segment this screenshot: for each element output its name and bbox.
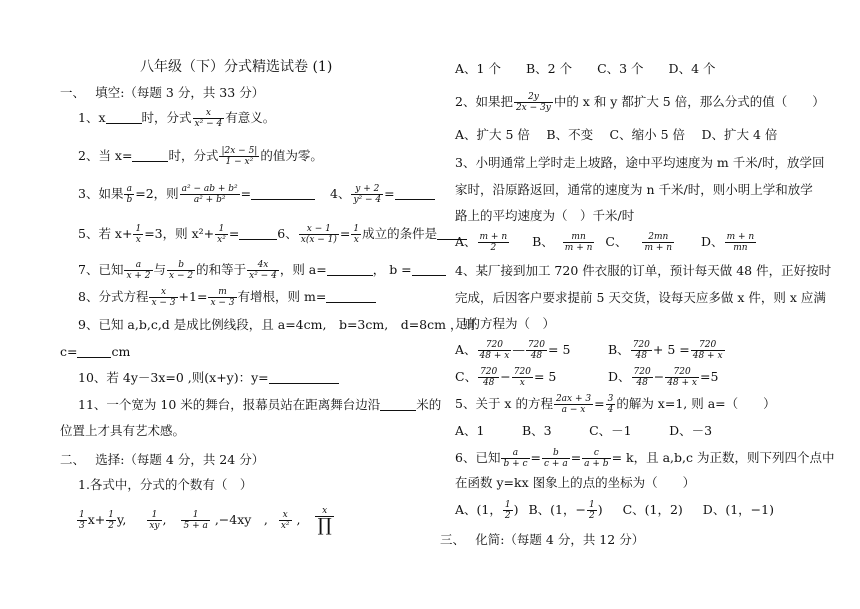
q4-text-b: = bbox=[384, 186, 395, 201]
expr-text: y, bbox=[117, 512, 127, 527]
s2-q6-line-2: 在函数 y=kx 图象上的点的坐标为（ ） bbox=[455, 475, 696, 490]
q1-text-c: 有意义。 bbox=[225, 110, 276, 125]
q6-k: = k bbox=[611, 450, 634, 465]
fraction-numerator: 720 bbox=[691, 340, 725, 351]
q6-fraction-2 bbox=[351, 224, 361, 245]
q1-fill bbox=[78, 108, 275, 129]
q11-text-b: 米的 bbox=[416, 397, 442, 412]
q2-text-a: 2、当 x= bbox=[78, 148, 133, 163]
fraction-numerator: b bbox=[542, 448, 570, 459]
fraction-denominator: 48 + x bbox=[479, 351, 510, 361]
answer-blank[interactable] bbox=[380, 398, 416, 411]
fraction-denominator: x bbox=[519, 378, 525, 388]
fraction-denominator: m + n bbox=[644, 243, 673, 253]
fraction-denominator: 2x − 3y bbox=[515, 103, 551, 113]
fraction-denominator: x − 3 bbox=[210, 298, 235, 308]
fraction-numerator: a bbox=[501, 448, 529, 459]
fraction-denominator: y² − 4 bbox=[353, 195, 382, 205]
fraction-denominator: x² − 4 bbox=[249, 271, 277, 281]
operator: = 5 bbox=[548, 342, 571, 357]
fraction-numerator: 1 bbox=[588, 500, 595, 510]
operator: =5 bbox=[700, 369, 719, 384]
fraction-numerator: y + 2 bbox=[351, 184, 383, 195]
q9-text-b: cm bbox=[111, 344, 131, 359]
q6-text-a: 6、 bbox=[277, 226, 298, 241]
option-b-fraction bbox=[587, 500, 597, 521]
fraction-denominator: 1 − x² bbox=[225, 157, 254, 167]
option-c-label: C、 bbox=[605, 234, 628, 249]
q5-q6-fill bbox=[78, 224, 467, 245]
q2-fill bbox=[78, 146, 323, 167]
fraction-numerator: 1 bbox=[353, 224, 360, 234]
q3-text-a: 3、如果 bbox=[78, 186, 124, 201]
q6-text-b: ，且 a,b,c 为正数，则下列四个点中 bbox=[633, 450, 835, 465]
q6-fraction-1 bbox=[299, 224, 339, 245]
s2-q4-line-3: 足的方程为（ ） bbox=[455, 316, 556, 331]
s2-q4-line-2: 完成，后因客户要求提前 5 天交货，设每天应多做 x 件，则 x 应满 bbox=[455, 290, 826, 305]
q1-text-a: 1、x bbox=[78, 110, 106, 125]
s2-q2-options: A、扩大 5 倍 B、不变 C、缩小 5 倍 D、扩大 4 倍 bbox=[455, 127, 778, 142]
q10-text-a: 10、若 4y－3x=0 ,则(x+y)：y= bbox=[78, 370, 269, 385]
fraction-denominator: a + b bbox=[584, 459, 609, 469]
q7-text-d: ，则 a= bbox=[279, 262, 327, 277]
q7-fill bbox=[78, 260, 446, 281]
expr-fraction bbox=[77, 510, 87, 531]
fraction-numerator: 720 bbox=[665, 367, 699, 378]
s2-q4-option-a bbox=[455, 340, 570, 361]
q2-fraction bbox=[514, 92, 553, 113]
fraction-numerator: x bbox=[279, 510, 292, 521]
expr-text: x+ bbox=[87, 512, 106, 527]
q7-fraction-2 bbox=[167, 260, 195, 281]
q8-text-a: 8、分式方程 bbox=[78, 289, 149, 304]
q7-text-a: 7、已知 bbox=[78, 262, 124, 277]
option-c-label: C、 bbox=[455, 369, 478, 384]
fraction-denominator: 48 bbox=[636, 378, 648, 388]
section-1-header: 一、 填空:（每题 3 分，共 33 分） bbox=[60, 85, 265, 100]
q5-text-b: =3，则 x²+ bbox=[144, 226, 215, 241]
fraction-denominator: b bbox=[126, 195, 133, 205]
q6-fraction-1 bbox=[501, 448, 529, 469]
q8-text-c: 有增根，则 m= bbox=[237, 289, 327, 304]
fraction-numerator: a bbox=[124, 260, 152, 271]
operator: = bbox=[570, 450, 582, 465]
q5-text-c: 的解为 x=1, 则 a=（ ） bbox=[616, 396, 776, 411]
fraction bbox=[632, 367, 653, 388]
q11-text-a: 11、一个宽为 10 米的舞台，报幕员站在距离舞台边沿 bbox=[78, 397, 381, 412]
q7-fraction-3 bbox=[247, 260, 279, 281]
option-a-fraction bbox=[478, 232, 510, 253]
option-a-label: A、 bbox=[455, 342, 477, 357]
fraction-numerator: 1 bbox=[181, 510, 209, 521]
q6-text-a: 6、已知 bbox=[455, 450, 501, 465]
fraction-numerator: c bbox=[582, 448, 610, 459]
fraction-denominator: 2 bbox=[490, 243, 497, 253]
fraction-numerator: |2x − 5| bbox=[221, 146, 258, 156]
option-c: C、(1，2) bbox=[622, 502, 683, 517]
s2-q4-line-1: 4、某厂接到加工 720 件衣服的订单，预计每天做 48 件，正好按时 bbox=[455, 263, 832, 278]
fraction-denominator: 5 + a bbox=[183, 521, 208, 531]
s2-q4-option-d bbox=[608, 367, 718, 388]
q6-fraction-3 bbox=[582, 448, 610, 469]
fraction-denominator: x bbox=[353, 235, 359, 245]
fraction bbox=[478, 340, 512, 361]
answer-blank[interactable] bbox=[395, 187, 435, 200]
s2-q3-line-2: 家时，沿原路返回，通常的速度为 n 千米/时，则小明上学和放学 bbox=[455, 182, 813, 197]
fraction-denominator: x − 2 bbox=[169, 271, 194, 281]
fraction-numerator: m bbox=[208, 287, 236, 298]
q11-line-1 bbox=[78, 396, 441, 414]
expr-fraction bbox=[147, 510, 161, 531]
fraction-denominator: x bbox=[135, 235, 141, 245]
q2-text-a: 2、如果把 bbox=[455, 94, 513, 109]
fraction-denominator: x² − 4 bbox=[194, 119, 223, 129]
fraction bbox=[478, 367, 499, 388]
option-d-label: D、 bbox=[608, 369, 631, 384]
q8-fraction-2 bbox=[208, 287, 236, 308]
s2-q5-text bbox=[455, 394, 776, 415]
fraction-denominator: x² bbox=[217, 235, 226, 245]
option-a-fraction bbox=[503, 500, 513, 521]
fraction-numerator: x bbox=[149, 287, 177, 298]
q5-fraction-2 bbox=[215, 224, 228, 245]
fraction-denominator: 2 bbox=[504, 511, 511, 521]
q5-text-c: = bbox=[228, 226, 240, 241]
fraction-denominator: b + c bbox=[503, 459, 528, 469]
fraction-numerator: 720 bbox=[478, 340, 512, 351]
option-b-fraction bbox=[563, 232, 595, 253]
fraction-numerator: 720 bbox=[480, 367, 498, 377]
q5-fraction-1 bbox=[133, 224, 143, 245]
fraction-numerator: 1 bbox=[135, 224, 142, 234]
fraction-numerator: mn bbox=[563, 232, 595, 243]
fraction-denominator: mn bbox=[733, 243, 748, 253]
fraction-numerator: 1 bbox=[79, 510, 85, 520]
s2-q2-text bbox=[455, 92, 825, 113]
q1-fraction bbox=[193, 108, 225, 129]
expr-fraction bbox=[106, 510, 116, 531]
fraction-numerator: 2y bbox=[514, 92, 553, 103]
fraction-numerator: m + n bbox=[479, 232, 508, 242]
page-title: 八年级（下）分式精选试卷 (1) bbox=[140, 59, 333, 75]
fraction-denominator: x − 3 bbox=[151, 298, 176, 308]
fraction-numerator: x bbox=[193, 108, 225, 119]
s2-q4-option-c bbox=[455, 367, 556, 388]
q9-line-2 bbox=[60, 343, 130, 361]
fraction-denominator: c + a bbox=[544, 459, 568, 469]
fraction-denominator: 48 + x bbox=[667, 378, 697, 388]
fraction-numerator: 1 bbox=[215, 224, 228, 235]
fraction-numerator: x − 1 bbox=[299, 224, 339, 235]
fraction-numerator: 3 bbox=[607, 394, 614, 404]
answer-blank[interactable] bbox=[412, 263, 446, 276]
q9-line-1: 9、已知 a,b,c,d 是成比例线段，且 a=4cm, b=3cm, d=8cm ，则 bbox=[78, 317, 475, 332]
fraction-denominator: 48 bbox=[530, 351, 543, 361]
q6-fraction-2 bbox=[542, 448, 570, 469]
fraction-numerator: 4x bbox=[247, 260, 279, 271]
answer-blank[interactable] bbox=[327, 263, 373, 276]
q4-fill bbox=[330, 184, 435, 205]
q1-text-b: 时，分式 bbox=[141, 110, 192, 125]
fraction-numerator: 720 bbox=[527, 340, 546, 350]
fraction-numerator: b bbox=[167, 260, 195, 271]
fraction-denominator: 3 bbox=[79, 521, 85, 531]
s2-q3-line-3: 路上的平均速度为（ ）千米/时 bbox=[455, 208, 635, 223]
fraction bbox=[631, 340, 652, 361]
fraction-denominator: a² + b² bbox=[193, 195, 226, 205]
q10-fill bbox=[78, 369, 339, 387]
answer-blank[interactable] bbox=[132, 149, 168, 162]
answer-blank[interactable] bbox=[77, 345, 111, 358]
q6-text-c: 成立的条件是 bbox=[362, 226, 438, 241]
fraction bbox=[526, 340, 547, 361]
q8-fraction-1 bbox=[149, 287, 177, 308]
fraction-numerator: 720 bbox=[513, 367, 531, 377]
fraction bbox=[691, 340, 725, 361]
fraction-denominator: 48 bbox=[482, 378, 495, 388]
option-b-label: B、 bbox=[532, 234, 554, 249]
fraction-numerator: 720 bbox=[632, 340, 650, 350]
expr-fraction-pi bbox=[315, 506, 333, 535]
q7-text-e: ， b = bbox=[372, 262, 412, 277]
q5-fraction-2 bbox=[606, 394, 616, 415]
q4-fraction bbox=[351, 184, 383, 205]
expr-fraction bbox=[181, 510, 209, 531]
expr-text: ,−4xy , bbox=[214, 512, 268, 527]
answer-blank[interactable] bbox=[326, 290, 376, 303]
fraction-denominator: 2 bbox=[108, 521, 114, 531]
fraction-denominator: 4 bbox=[607, 405, 614, 415]
q4-text-a: 4、 bbox=[330, 186, 351, 201]
fraction-numerator: 2mn bbox=[642, 232, 674, 243]
q5-text-b: = bbox=[594, 396, 605, 411]
answer-blank[interactable] bbox=[106, 111, 142, 124]
s2-q4-option-b bbox=[608, 340, 726, 361]
q3-text-b: =2，则 bbox=[135, 186, 179, 201]
fraction-numerator: 1 bbox=[504, 500, 511, 510]
operator: — bbox=[512, 342, 525, 357]
q8-fill bbox=[78, 287, 376, 308]
option-b-label: B、(1，− bbox=[528, 502, 586, 517]
answer-blank[interactable] bbox=[269, 371, 339, 384]
fraction-numerator: 720 bbox=[633, 367, 651, 377]
option-d-label: D、 bbox=[701, 234, 724, 249]
q9-text-a: c= bbox=[60, 344, 78, 359]
operator: = bbox=[530, 450, 542, 465]
fraction-denominator: x + 2 bbox=[126, 271, 151, 281]
q2-text-c: 的值为零。 bbox=[260, 148, 323, 163]
q7-text-b: 与 bbox=[153, 262, 167, 277]
answer-blank[interactable] bbox=[251, 187, 315, 200]
q7-text-c: 的和等于 bbox=[196, 262, 247, 277]
fraction-denominator: m + n bbox=[564, 243, 593, 253]
operator: − bbox=[500, 369, 511, 384]
q5-fraction-1 bbox=[554, 394, 593, 415]
s2-q5-options: A、1 B、3 C、－1 D、－3 bbox=[455, 423, 713, 438]
fraction-numerator: 1 bbox=[108, 510, 114, 520]
paren: ) bbox=[597, 502, 603, 517]
section-2-header: 二、 选择:（每题 4 分，共 24 分） bbox=[60, 452, 265, 467]
s2-q6-text bbox=[455, 448, 834, 469]
fraction-denominator: 2 bbox=[588, 511, 595, 521]
s2-q3-options bbox=[455, 232, 757, 253]
q6-text-b: = bbox=[339, 226, 351, 241]
fraction-denominator: x(x − 1) bbox=[300, 235, 337, 245]
section-3-header: 三、 化简:（每题 4 分，共 12 分） bbox=[440, 532, 645, 547]
fraction bbox=[512, 367, 533, 388]
q3-fraction-2 bbox=[180, 184, 240, 205]
option-a-label: A、 bbox=[455, 234, 477, 249]
fraction-denominator: x² bbox=[280, 521, 290, 531]
answer-blank[interactable] bbox=[239, 227, 277, 240]
q11-line-2: 位置上才具有艺术感。 bbox=[60, 423, 186, 438]
operator: = 5 bbox=[533, 369, 557, 384]
fraction-denominator: xy bbox=[149, 521, 160, 531]
q2-fraction bbox=[219, 146, 259, 167]
q8-text-b: +1= bbox=[178, 289, 208, 304]
s2-q1-options: A、1 个 B、2 个 C、3 个 D、4 个 bbox=[455, 61, 716, 76]
operator: + 5 = bbox=[652, 342, 690, 357]
fraction-numerator: x bbox=[315, 506, 333, 517]
q5-text-a: 5、若 x+ bbox=[78, 226, 133, 241]
fraction-numerator: m + n bbox=[726, 232, 755, 242]
fraction-denominator: 48 bbox=[635, 351, 647, 361]
option-a-label: A、(1， bbox=[455, 502, 502, 517]
option-d-fraction bbox=[725, 232, 757, 253]
q3-text-c: = bbox=[240, 186, 252, 201]
paren: ) bbox=[513, 502, 519, 517]
q3-fill bbox=[78, 184, 315, 205]
fraction-numerator: a bbox=[124, 184, 134, 195]
q2-text-b: 中的 x 和 y 都扩大 5 倍，那么分式的值（ ） bbox=[553, 94, 825, 109]
fraction-numerator: 2ax + 3 bbox=[555, 394, 592, 404]
fraction-numerator: a² − ab + b² bbox=[181, 184, 238, 194]
fraction bbox=[665, 367, 699, 388]
fraction-denominator: a − x bbox=[561, 405, 586, 415]
expr-fraction bbox=[279, 510, 292, 531]
q2-text-b: 时，分式 bbox=[168, 148, 219, 163]
s2-q6-options bbox=[455, 500, 774, 521]
fraction-numerator: 1 bbox=[147, 510, 161, 521]
q3-fraction-1 bbox=[124, 184, 134, 205]
s2-q1-text: 1.各式中，分式的个数有（ ） bbox=[78, 477, 253, 492]
fraction-denominator: 48 + x bbox=[692, 351, 723, 361]
option-b-label: B、 bbox=[608, 342, 630, 357]
s2-q1-expressions: $\frac{1}{3}$ x+ $\frac{1}{2}$ y, $\frac{1}{xy}$ , $\frac{1}{5 + a}$ ,−4xy , $\frac{x}{\text{x²}}$ , $\frac{x}{\prod}$ bbox=[79, 506, 332, 536]
operator: − bbox=[653, 369, 665, 384]
s2-q3-line-1: 3、小明通常上学时走上坡路，途中平均速度为 m 千米/时，放学回 bbox=[455, 155, 825, 170]
q7-fraction-1 bbox=[124, 260, 152, 281]
option-c-fraction bbox=[642, 232, 674, 253]
fraction-denominator: ∏ bbox=[317, 515, 332, 536]
option-d: D、(1，−1) bbox=[702, 502, 774, 517]
q5-text-a: 5、关于 x 的方程 bbox=[455, 396, 553, 411]
